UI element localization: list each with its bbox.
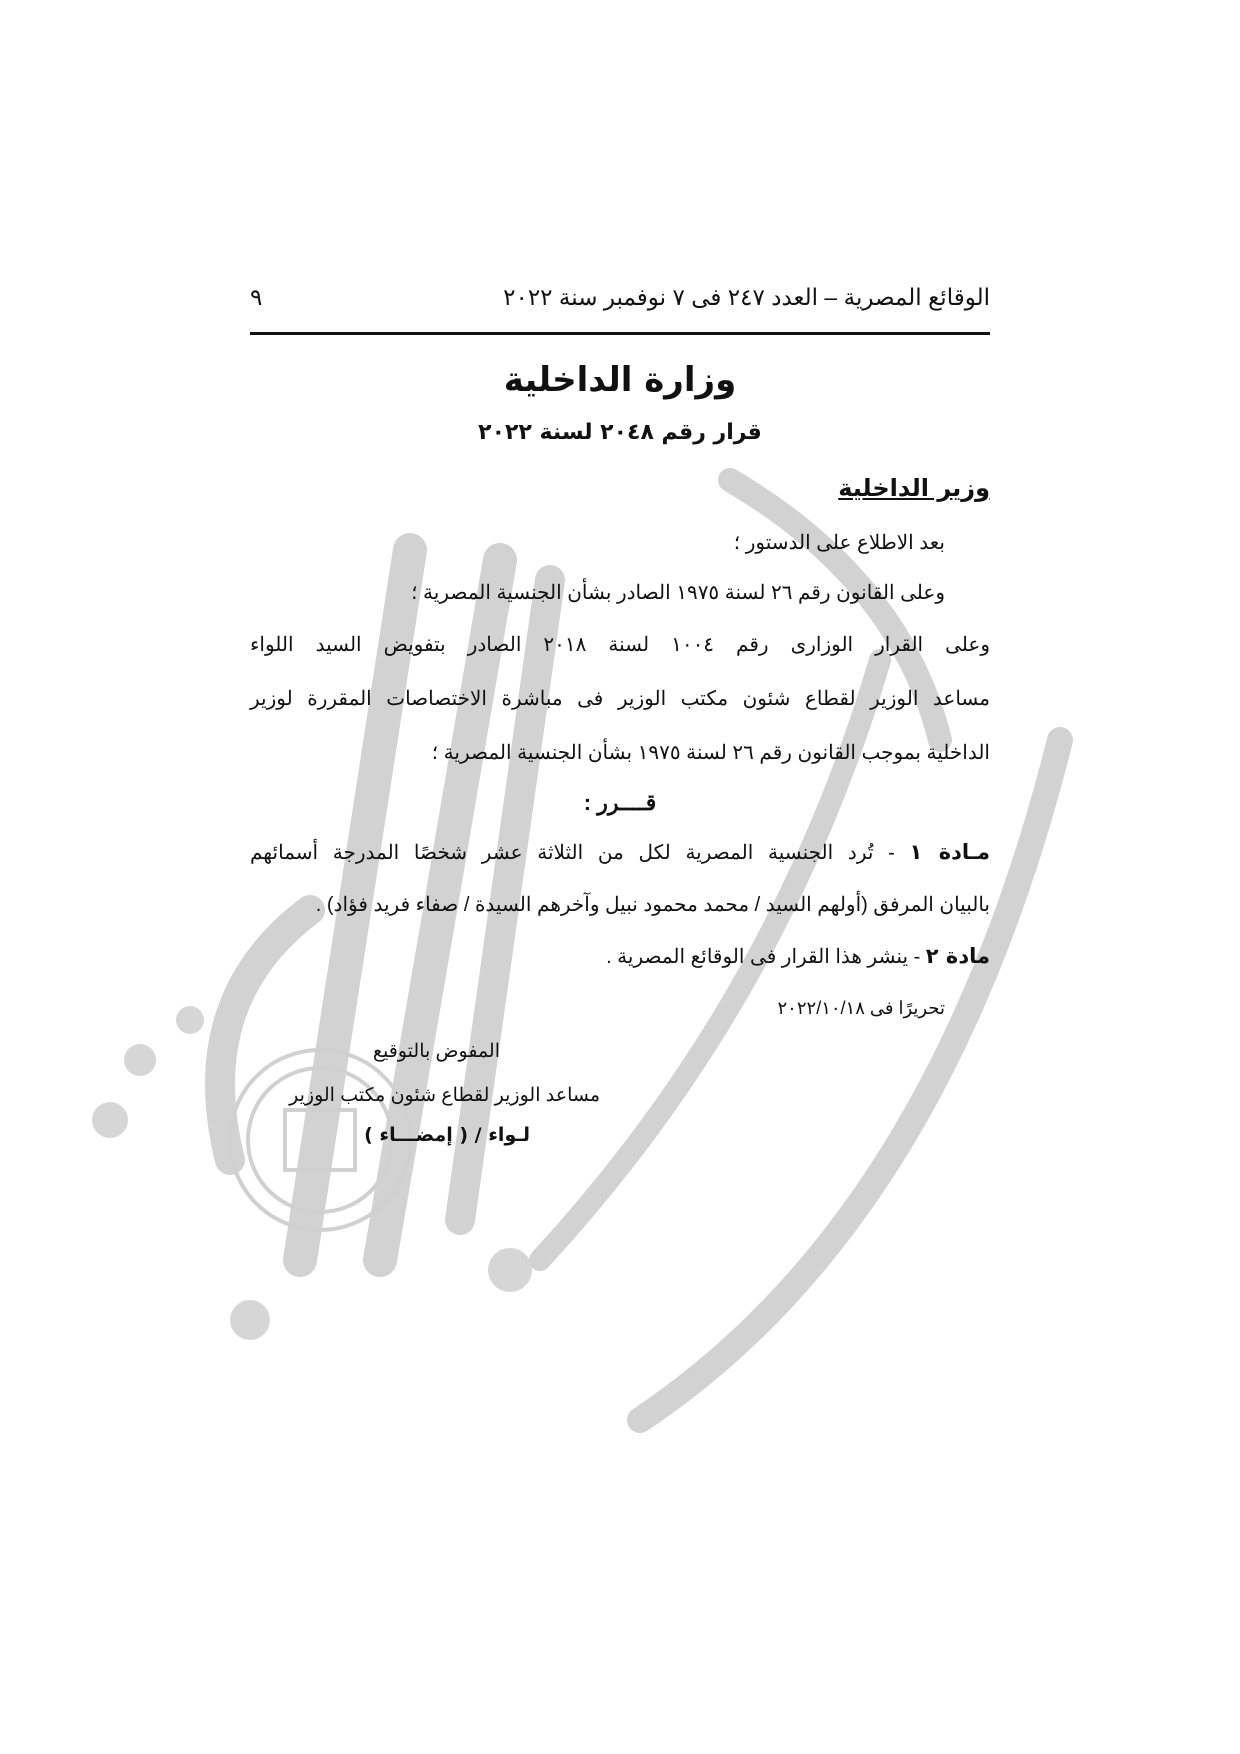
preamble-line: الداخلية بموجب القانون رقم ٢٦ لسنة ١٩٧٥ بشأن الجنسية المصرية ؛	[431, 742, 990, 764]
preamble-line: بعد الاطلاع على الدستور ؛	[733, 532, 945, 554]
signature-rank: لـواء / ( إمضـــاء )	[364, 1124, 530, 1146]
header-divider	[250, 332, 990, 335]
minister-heading: وزير الداخلية	[838, 474, 990, 502]
signature-title: مساعد الوزير لقطاع شئون مكتب الوزير	[289, 1085, 600, 1106]
preamble-line: وعلى القانون رقم ٢٦ لسنة ١٩٧٥ الصادر بشأن الجنسية المصرية ؛	[411, 582, 945, 604]
article-1-continuation: بالبيان المرفق (أولهم السيد / محمد محمود نبيل وآخرهم السيدة / صفاء فريد فؤاد) .	[315, 894, 990, 916]
article-2-label: مادة ٢	[925, 944, 990, 968]
ministry-title: وزارة الداخلية	[503, 360, 737, 400]
signature-authorized: المفوض بالتوقيع	[372, 1041, 500, 1062]
preamble-line: وعلى القرار الوزارى رقم ١٠٠٤ لسنة ٢٠١٨ الصادر بتفويض السيد اللواء	[250, 634, 991, 656]
decides-label: قــــرر :	[583, 790, 657, 815]
article-2-text: - ينشر هذا القرار فى الوقائع المصرية .	[606, 946, 926, 968]
article-1-text: - تُرد الجنسية المصرية لكل من الثلاثة عشر شخصًا المدرجة أسمائهم	[250, 842, 910, 864]
issue-date: تحريرًا فى ٢٠٢٢/١٠/١٨	[777, 998, 945, 1018]
article-1	[250, 840, 990, 865]
article-2	[606, 944, 990, 969]
article-1-label: مـادة ١	[909, 840, 990, 864]
page-number: ٩	[250, 284, 263, 310]
gazette-title: الوقائع المصرية – العدد ٢٤٧ فى ٧ نوفمبر سنة ٢٠٢٢	[503, 284, 990, 310]
preamble-line: مساعد الوزير لقطاع شئون مكتب الوزير فى مباشرة الاختصاصات المقررة لوزير	[250, 688, 990, 710]
decision-title: قرار رقم ٢٠٤٨ لسنة ٢٠٢٢	[478, 420, 762, 445]
gazette-header	[250, 278, 990, 322]
